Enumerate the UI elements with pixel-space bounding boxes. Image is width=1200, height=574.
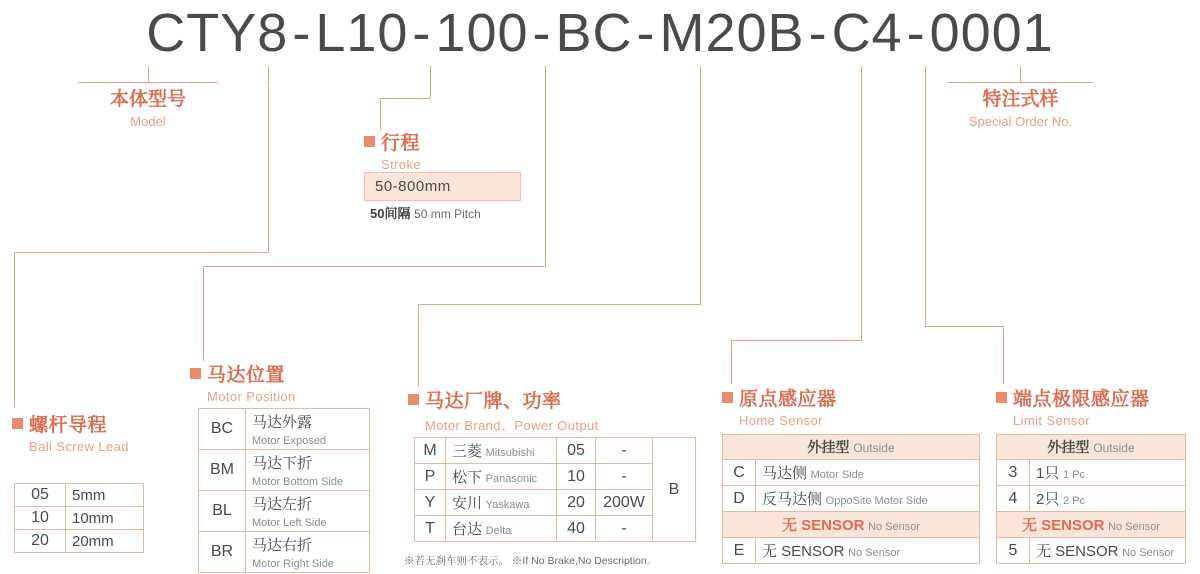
limit-sensor-code: 5 [997, 538, 1030, 564]
stroke-note [370, 203, 481, 222]
table-header-row [997, 435, 1186, 460]
table-row [723, 486, 980, 512]
part-segment-stroke: 100 [435, 3, 529, 63]
table-motor-position [198, 408, 370, 573]
leader-line-lead-v3 [14, 252, 15, 407]
bullet-square-icon [722, 392, 733, 403]
label-motor-position-en: Motor Position [207, 389, 296, 404]
label-motor-position [190, 360, 296, 404]
motor-position-code: BL [199, 491, 246, 532]
motor-position-en: Motor Bottom Side [252, 476, 344, 488]
home-sensor-en: No Sensor [848, 547, 901, 559]
table-row [15, 530, 144, 553]
leader-line-model [148, 66, 149, 82]
brand-name [446, 490, 557, 516]
stroke-note-cn: 50间隔 [370, 206, 411, 221]
table-row [997, 460, 1186, 486]
motor-brand-footnote-en: ※If No Brake,No Description. [511, 555, 650, 567]
power-value: - [596, 464, 653, 490]
limit-sensor-code: 4 [997, 486, 1030, 512]
limit-sensor-cn: 2只 [1036, 491, 1060, 508]
label-home-sensor-cn: 原点感应器 [739, 389, 837, 410]
part-segment-sensor: C4 [831, 3, 903, 63]
part-dash: - [808, 3, 828, 63]
table-limit-sensor [996, 434, 1186, 564]
leader-line-limit-v1 [925, 66, 926, 82]
limit-sensor-desc [1030, 460, 1186, 486]
table-ball-screw-lead [14, 483, 144, 553]
brand-code: M [415, 438, 446, 464]
leader-line-brand-v1 [700, 66, 701, 82]
label-limit-sensor [996, 384, 1150, 428]
label-limit-sensor-en: Limit Sensor [1013, 413, 1091, 428]
brand-code: P [415, 464, 446, 490]
home-sensor-en: Motor Side [810, 469, 864, 481]
motor-position-en: Motor Left Side [252, 517, 327, 529]
brand-cn: 松下 [452, 469, 483, 486]
label-limit-sensor-cn: 端点极限感应器 [1013, 389, 1150, 410]
brand-code: T [415, 516, 446, 542]
brand-code: Y [415, 490, 446, 516]
limit-sensor-desc [1030, 538, 1186, 564]
home-nosensor-cn: 无 SENSOR [781, 517, 865, 534]
part-dash: - [532, 3, 552, 63]
motor-position-cn: 马达左折 [252, 496, 313, 513]
limit-sensor-en: 1 Pc [1062, 469, 1085, 481]
leader-line-motorpos-v1 [545, 66, 546, 82]
bullet-square-icon [364, 136, 375, 147]
label-motor-brand-power [408, 386, 599, 434]
table-row [997, 538, 1186, 564]
limit-sensor-header [997, 435, 1186, 460]
home-sensor-en: OppoSite Motor Side [825, 495, 928, 507]
limit-nosensor-cn: 无 SENSOR [1021, 517, 1105, 534]
label-home-sensor [722, 384, 837, 428]
motor-position-desc [246, 450, 370, 491]
label-ball-screw-lead-en: Ball Screw Lead [29, 439, 129, 454]
table-home-sensor [722, 434, 980, 564]
leader-line-lead-h2 [14, 252, 269, 253]
leader-line-lead-v2 [268, 66, 269, 252]
home-nosensor-header [723, 512, 980, 538]
home-sensor-header [723, 435, 980, 460]
table-row [199, 409, 370, 450]
limit-sensor-header-en: Outside [1093, 441, 1135, 455]
table-row [199, 491, 370, 532]
bullet-square-icon [996, 392, 1007, 403]
lead-code: 10 [15, 507, 66, 530]
lead-code: 05 [15, 484, 66, 507]
label-motor-position-cn: 马达位置 [207, 365, 286, 386]
bullet-square-icon [190, 368, 201, 379]
label-model-en: Model [130, 114, 166, 129]
leader-line-limit-v2 [925, 82, 926, 326]
label-motor-brand-power-en: Motor Brand、Power Output [425, 418, 599, 433]
table-row [415, 438, 696, 464]
home-sensor-cn: 反马达侧 [762, 491, 823, 508]
brand-name [446, 516, 557, 542]
leader-line-brand-h [418, 304, 701, 305]
power-code: 10 [557, 464, 596, 490]
motor-position-cn: 马达外露 [252, 414, 313, 431]
part-segment-lead: L10 [315, 3, 409, 63]
power-value: 200W [596, 490, 653, 516]
part-number [0, 2, 1200, 64]
brand-name [446, 438, 557, 464]
leader-line-brand-v2 [700, 82, 701, 304]
motor-position-code: BR [199, 532, 246, 573]
label-ball-screw-lead [12, 410, 129, 454]
leader-line-home-v3 [731, 340, 732, 384]
label-special-order-en: Special Order No. [968, 114, 1073, 129]
motor-position-cn: 马达右折 [252, 537, 313, 554]
part-dash: - [292, 3, 312, 63]
home-sensor-header-en: Outside [853, 441, 895, 455]
motor-position-code: BM [199, 450, 246, 491]
home-sensor-code: C [723, 460, 756, 486]
limit-sensor-en: 2 Pc [1062, 495, 1085, 507]
leader-line-home-v1 [861, 66, 862, 82]
motor-position-desc [246, 532, 370, 573]
home-sensor-cn: 马达侧 [762, 465, 808, 482]
motor-position-desc [246, 409, 370, 450]
label-ball-screw-lead-cn: 螺杆导程 [29, 415, 108, 436]
home-sensor-cn: 无 SENSOR [762, 543, 845, 560]
table-row [199, 450, 370, 491]
leader-line-home-v2 [861, 82, 862, 340]
leader-line-stroke-v1 [430, 66, 431, 82]
home-sensor-desc [756, 460, 980, 486]
part-dash: - [412, 3, 432, 63]
leader-line-limit-h [925, 326, 1003, 327]
label-home-sensor-en: Home Sensor [739, 413, 823, 428]
brand-en: Panasonic [485, 473, 538, 485]
brand-en: Mitsubishi [485, 447, 535, 459]
leader-line-stroke-v3 [380, 98, 381, 130]
power-value: - [596, 516, 653, 542]
power-code: 05 [557, 438, 596, 464]
lead-value: 20mm [66, 530, 144, 553]
stroke-range-value: 50-800mm [375, 178, 451, 195]
limit-sensor-cn: 1只 [1036, 465, 1060, 482]
home-sensor-desc [756, 486, 980, 512]
home-nosensor-en: No Sensor [868, 521, 921, 533]
limit-sensor-desc [1030, 486, 1186, 512]
motor-brand-footnote [404, 553, 650, 568]
lead-value: 10mm [66, 507, 144, 530]
limit-sensor-cn: 无 SENSOR [1036, 543, 1119, 560]
limit-nosensor-en: No Sensor [1108, 521, 1161, 533]
part-segment-special: 0001 [929, 3, 1054, 63]
brand-cn: 台达 [452, 521, 483, 538]
table-row [723, 538, 980, 564]
motor-brand-footnote-cn: ※若无刹车则不表示。 [404, 555, 509, 567]
bullet-square-icon [408, 394, 419, 405]
part-segment-motor-position: BC [555, 3, 633, 63]
part-dash: - [636, 3, 656, 63]
bullet-square-icon [12, 418, 23, 429]
leader-line-home-h [731, 340, 862, 341]
lead-value: 5mm [66, 484, 144, 507]
label-motor-brand-power-cn: 马达厂牌、功率 [425, 391, 562, 412]
label-stroke-cn: 行程 [381, 133, 421, 154]
label-stroke [364, 128, 421, 172]
motor-position-cn: 马达下折 [252, 455, 313, 472]
table-row-nosensor-header [723, 512, 980, 538]
table-row [723, 460, 980, 486]
label-model-cn: 本体型号 [109, 89, 186, 110]
brand-name [446, 464, 557, 490]
brand-cn: 三菱 [452, 443, 483, 460]
brand-en: Yaskawa [485, 499, 530, 511]
leader-line-stroke-v2 [430, 82, 431, 98]
lead-code: 20 [15, 530, 66, 553]
limit-sensor-header-cn: 外挂型 [1047, 439, 1090, 455]
leader-line-motorpos-h [203, 266, 546, 267]
label-special-order-cn: 特注式样 [982, 89, 1059, 110]
limit-nosensor-header [997, 512, 1186, 538]
motor-position-code: BC [199, 409, 246, 450]
limit-sensor-code: 3 [997, 460, 1030, 486]
table-row [15, 507, 144, 530]
home-sensor-desc [756, 538, 980, 564]
table-row [997, 486, 1186, 512]
limit-sensor-en: No Sensor [1122, 547, 1175, 559]
leader-line-motorpos-v2 [545, 82, 546, 266]
leader-line-brand-v3 [418, 304, 419, 386]
label-model [78, 84, 218, 129]
power-code: 40 [557, 516, 596, 542]
power-code: 20 [557, 490, 596, 516]
part-dash: - [906, 3, 926, 63]
label-special-order [948, 84, 1093, 129]
part-segment-model: CTY8 [146, 3, 289, 63]
leader-line-stroke-h1 [380, 98, 430, 99]
motor-position-en: Motor Right Side [252, 558, 334, 570]
table-row [199, 532, 370, 573]
stroke-range-box [364, 172, 521, 201]
home-sensor-header-cn: 外挂型 [807, 439, 850, 455]
leader-line-special-v [1020, 66, 1021, 82]
table-header-row [723, 435, 980, 460]
leader-line-special-h [948, 82, 1093, 83]
motor-position-en: Motor Exposed [252, 435, 326, 447]
brake-code: B [653, 438, 696, 542]
leader-line-model-h [78, 82, 218, 83]
label-stroke-en: Stroke [381, 157, 421, 172]
table-row [15, 484, 144, 507]
part-segment-motor-brand: M20B [659, 3, 805, 63]
leader-line-motorpos-v3 [203, 266, 204, 361]
stroke-note-en: 50 mm Pitch [414, 207, 481, 221]
motor-position-desc [246, 491, 370, 532]
table-motor-brand-power [414, 437, 696, 542]
table-row-nosensor-header [997, 512, 1186, 538]
brand-en: Delta [485, 525, 512, 537]
brand-cn: 安川 [452, 495, 483, 512]
leader-line-limit-v3 [1003, 326, 1004, 384]
home-sensor-code: E [723, 538, 756, 564]
power-value: - [596, 438, 653, 464]
home-sensor-code: D [723, 486, 756, 512]
